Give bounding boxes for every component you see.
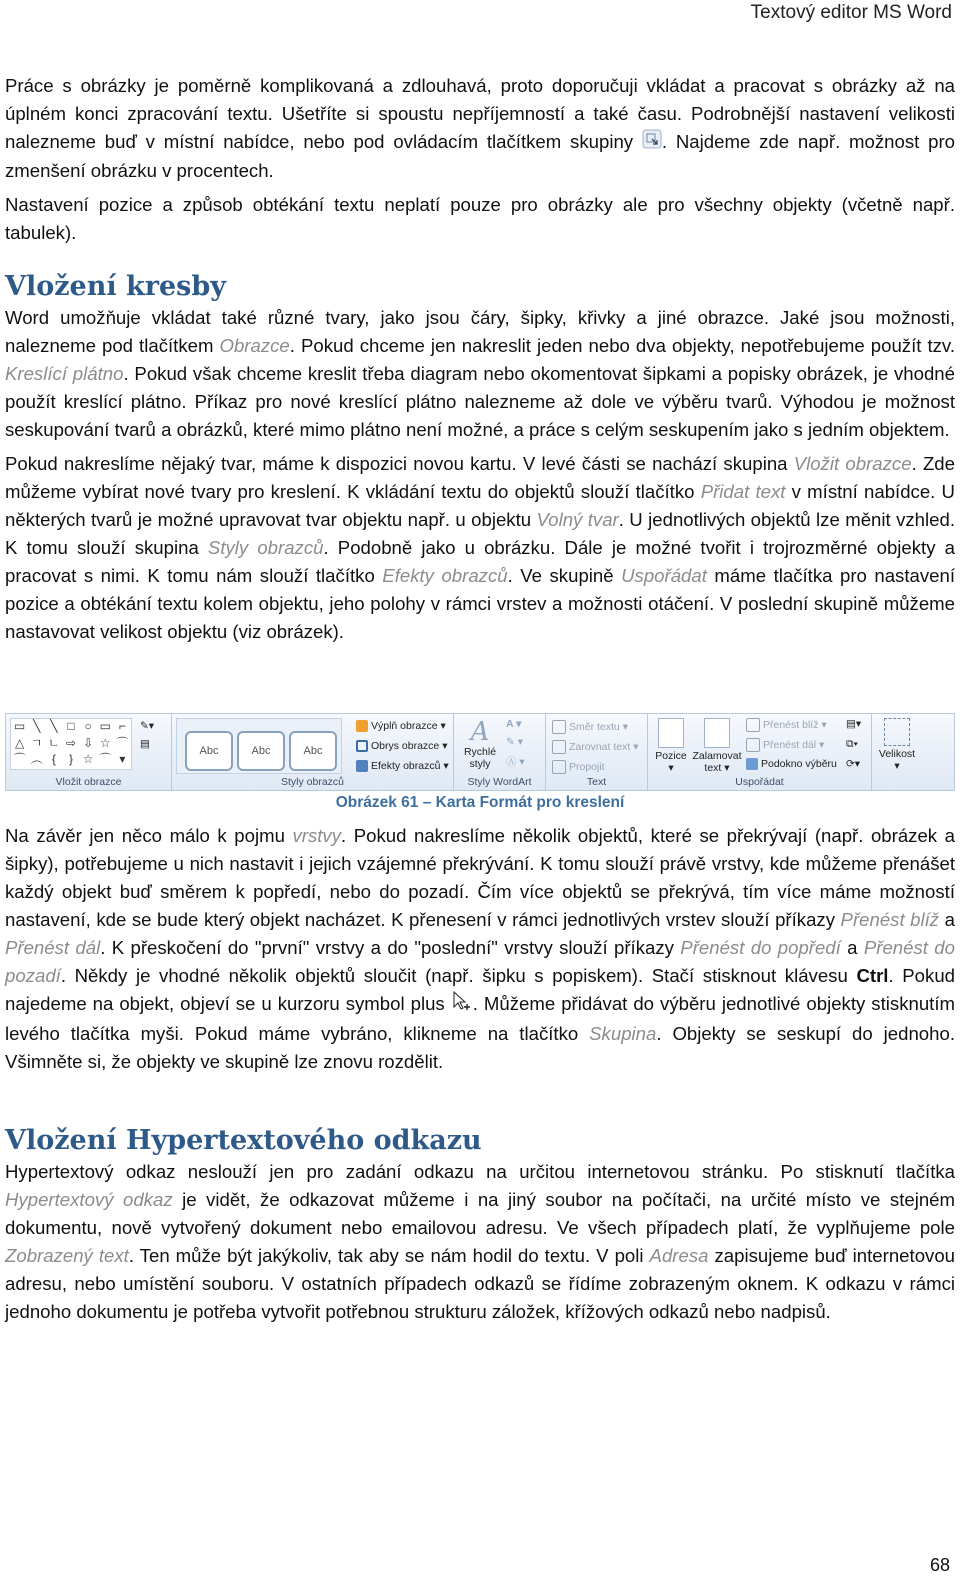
group-size <box>872 714 922 790</box>
align-text-button[interactable]: Zarovnat text ▾ <box>552 740 638 754</box>
send-backward-icon <box>746 738 760 752</box>
effects-icon <box>356 760 368 772</box>
figure-caption: Obrázek 61 – Karta Formát pro kreslení <box>335 794 625 811</box>
bring-forward-button[interactable]: Přenést blíž ▾ <box>746 718 827 732</box>
group-icon[interactable]: ⧉▾ <box>846 738 858 750</box>
shape-fill-button[interactable]: Výplň obrazce ▾ <box>356 720 446 732</box>
wordart-a-icon: A <box>470 717 490 747</box>
intro-block <box>5 72 955 247</box>
text-fill-icon[interactable]: A ▾ <box>506 718 522 730</box>
section-drawing <box>5 270 955 646</box>
group-label: Styly WordArt <box>467 776 532 788</box>
shape-styles-gallery[interactable] <box>176 718 342 774</box>
cursor-plus-icon <box>451 990 473 1020</box>
selection-pane-icon <box>746 758 758 770</box>
shapes-gallery[interactable]: ▭ ╲ ╲ □ ○ ▭ ⌐ △ ㄱ ㄴ ⇨ ⇩ ☆ ⌒ ⌒ ︵ { } ☆ ⌒ ▾ <box>10 718 132 770</box>
group-shape-styles <box>172 714 454 790</box>
align-icon[interactable]: ▤▾ <box>846 718 862 730</box>
paragraph: Na závěr jen něco málo k pojmu vrstvy. Pokud nakreslíme několik objektů, které se překrývají (např. obrázek a šipky), potřebujeme u nich nastavit i jejich vzájemné překrývání. K tomu slouží právě vrstvy, kde můžeme přenášet každý objekt buď směrem k popředí, nebo do pozadí. Čím více objektů se překrývá, tím více máme možností nastavení, kde se bude který objekt nacházet. K přenesení v rámci jednotlivých vrstev slouží příkazy Přenést blíž a Přenést dál. K přeskočení do "první" vrstvy a do "poslední" vrstvy slouží příkazy Přenést do popředí a Přenést do pozadí. Někdy je vhodné několik objektů sloučit (např. šipku s popiskem). Stačí stisknout klávesu Ctrl. Pokud najedeme na objekt, objeví se u kurzoru symbol plus . Můžeme přidávat do výběru jednotlivé objekty stisknutím levého tlačítka myši. Pokud máme vybráno, klikneme na tlačítko Skupina. Objekty se seskupí do jednoho. Všimněte si, že objekty ve skupině lze znovu rozdělit. <box>5 825 955 1073</box>
pen-icon <box>356 740 368 752</box>
section-heading: Vložení Hypertextového odkazu <box>5 1125 482 1156</box>
shape-effects-button[interactable]: Efekty obrazců ▾ <box>356 760 449 772</box>
paragraph: Nastavení pozice a způsob obtékání textu neplatí pouze pro obrázky ale pro všechny objekty (včetně např. tabulek). <box>5 194 955 244</box>
send-backward-button[interactable]: Přenést dál ▾ <box>746 738 824 752</box>
paint-bucket-icon <box>356 720 368 732</box>
layers-block <box>5 822 955 1076</box>
group-arrange <box>648 714 872 790</box>
style-sample[interactable]: Abc <box>289 731 337 771</box>
quick-styles-button[interactable]: A Rychlé styly <box>460 718 500 770</box>
wrap-text-button[interactable]: Zalamovat text ▾ <box>692 718 742 774</box>
text-direction-icon <box>552 720 566 734</box>
style-sample[interactable]: Abc <box>237 731 285 771</box>
size-button[interactable]: Velikost ▾ <box>874 718 920 772</box>
group-label: Uspořádat <box>735 776 784 788</box>
create-link-button[interactable]: Propojit <box>552 760 605 774</box>
paragraph: Word umožňuje vkládat také různé tvary, jako jsou čáry, šipky, křivky a jiné obrazce. Jaké jsou možnosti, nalezneme pod tlačítkem Obrazce. Pokud chceme jen nakreslit jeden nebo dva objekty, nepotřebujeme použít tzv. Kreslící plátno. Pokud však chceme kreslit třeba diagram nebo okomentovat šipkami a popisky obrázek, je vhodné použít kreslící plátno. Příkaz pro nové kreslící plátno nalezneme až dole ve výběru tvarů. Výhodou je možnost seskupování tvarů a obrázků, které mimo plátno není možné, a práce s celým seskupením jako s jedním objektem. <box>5 307 955 440</box>
wrap-text-icon <box>704 718 730 748</box>
position-icon <box>658 718 684 748</box>
position-button[interactable]: Pozice ▾ <box>652 718 690 774</box>
dialog-launcher-icon <box>642 129 662 157</box>
align-text-icon <box>552 740 566 754</box>
paragraph: Pokud nakreslíme nějaký tvar, máme k dispozici novou kartu. V levé části se nachází skupina Vložit obrazce. Zde můžeme vybírat nové tvary pro kreslení. K vkládání textu do objektů slouží tlačítko Přidat text v místní nabídce. U některých tvarů je možné upravovat tvar objektu např. u objektu Volný tvar. U jednotlivých objektů lze měnit vzhled. K tomu slouží skupina Styly obrazců. Podobně jako u obrázku. Dále je možné tvořit i trojrozměrné objekty a pracovat s nimi. K tomu nám slouží tlačítko Efekty obrazců. Ve skupině Uspořádat máme tlačítka pro nastavení pozice a obtékání textu kolem objektu, jeho polohy v rámci vrstev a možnosti otáčení. V poslední skupině můžeme nastavovat velikost objektu (viz obrázek). <box>5 453 955 642</box>
text-outline-icon[interactable]: ✎ ▾ <box>506 736 523 748</box>
page-number: 68 <box>929 1555 950 1575</box>
selection-pane-button[interactable]: Podokno výběru <box>746 758 837 770</box>
style-sample[interactable]: Abc <box>185 731 233 771</box>
format-ribbon-figure <box>5 713 955 791</box>
group-label: Text <box>586 776 607 788</box>
group-insert-shapes <box>6 714 172 790</box>
size-icon <box>884 718 910 746</box>
group-label: Vložit obrazce <box>55 776 122 788</box>
paragraph: Práce s obrázky je poměrně komplikovaná a zdlouhavá, proto doporučuji vkládat a pracovat s obrázky až na úplném konci zpracování textu. Ušetříte si spoustu nepříjemností a také času. Podrobnější nastavení velikosti nalezneme buď v místní nabídce, nebo pod ovládacím tlačítkem skupiny . Najdeme zde např. možnost pro zmenšení obrázku v procentech. <box>5 75 955 182</box>
section-heading: Vložení kresby <box>5 271 226 302</box>
rotate-icon[interactable]: ⟳▾ <box>846 758 861 770</box>
group-label: Styly obrazců <box>280 776 345 788</box>
shape-outline-button[interactable]: Obrys obrazce ▾ <box>356 740 447 752</box>
group-text <box>546 714 648 790</box>
paragraph: Hypertextový odkaz neslouží jen pro zadání odkazu na určitou internetovou stránku. Po stisknutí tlačítka Hypertextový odkaz je vidět, že odkazovat můžeme i na jiný soubor na počítači, na určité místo ve stejném dokumentu, nově vytvořený dokument nebo emailovou adresu. Ve všech případech platí, že vyplňujeme pole Zobrazený text. Ten může být jakýkoliv, tak aby se nám hodil do textu. V poli Adresa zapisujeme buď internetovou adresu, nebo umístění souboru. V ostatních případech odkazů se řídíme zobrazeným oknem. K odkazu v rámci jednoho dokumentu je potřeba vytvořit potřebnou strukturu záložek, křížových odkazů nebo nadpisů. <box>5 1161 956 1322</box>
group-wordart-styles <box>454 714 546 790</box>
link-icon <box>552 760 566 774</box>
text-box-icon[interactable]: ▤ <box>140 738 150 750</box>
text-effects-icon[interactable]: Ⓐ ▾ <box>506 756 525 768</box>
text-direction-button[interactable]: Směr textu ▾ <box>552 720 628 734</box>
section-hyperlink <box>5 1124 955 1326</box>
running-header: Textový editor MS Word <box>750 2 952 23</box>
edit-shape-icon[interactable]: ✎▾ <box>140 720 155 732</box>
bring-forward-icon <box>746 718 760 732</box>
